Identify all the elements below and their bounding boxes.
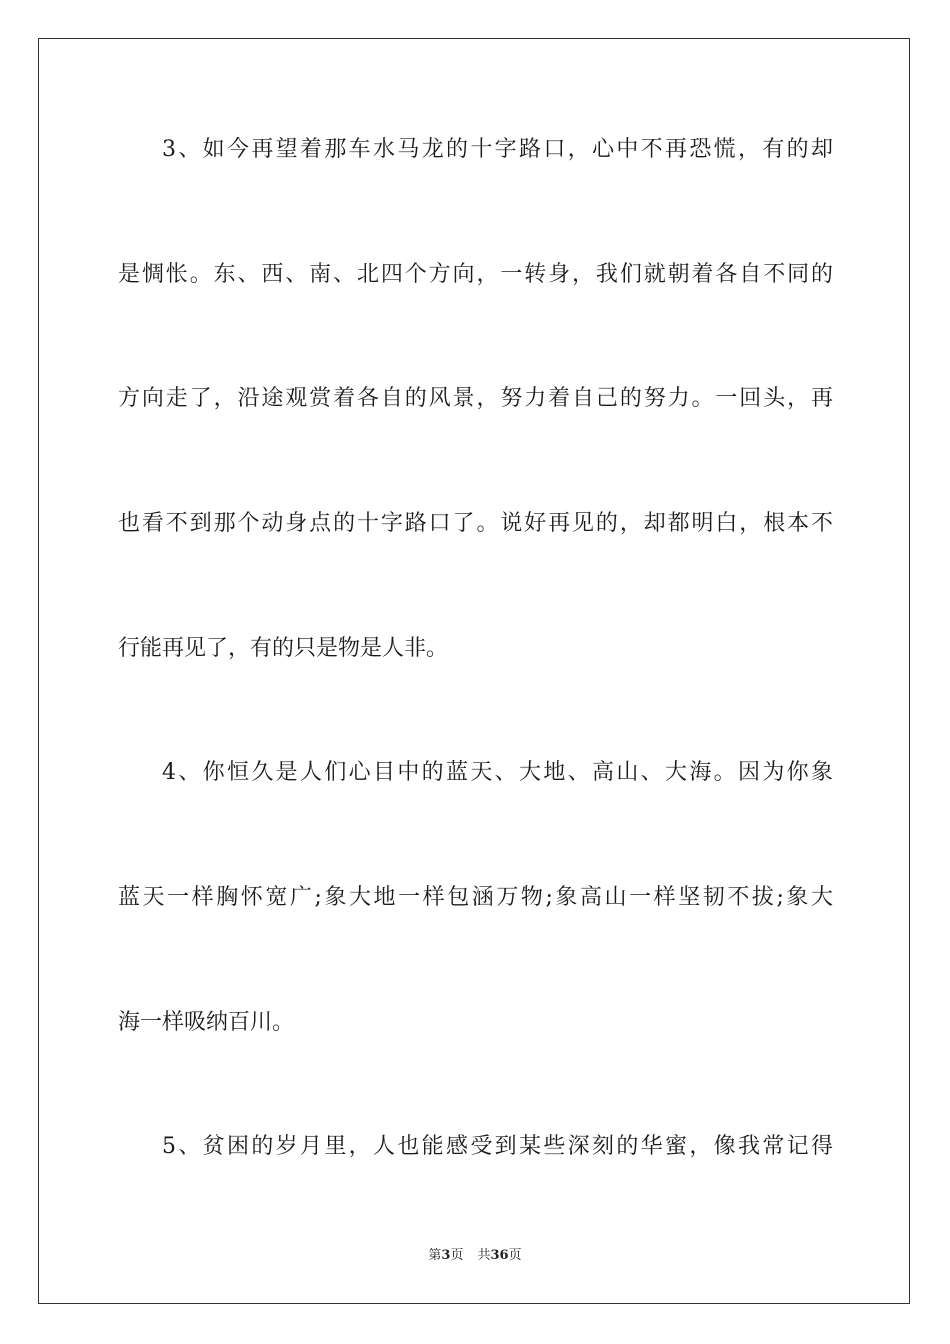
total-suffix: 页 [508,1248,522,1263]
paragraph-3-line-2: 是惆怅。东、西、南、北四个方向，一转身，我们就朝着各自不同的 [118,262,833,287]
page-footer [0,1248,950,1264]
paragraph-4-line-2: 蓝天一样胸怀宽广;象大地一样包涵万物;象高山一样坚韧不拔;象大 [118,885,833,910]
page-prefix: 第 [428,1248,442,1263]
page-number: 3 [441,1248,451,1263]
page-border [38,38,910,1304]
paragraph-3-line-3: 方向走了，沿途观赏着各自的风景，努力着自己的努力。一回头，再 [118,386,833,411]
total-prefix: 共 [477,1248,491,1263]
paragraph-5-line-1: 5、贫困的岁月里，人也能感受到某些深刻的华蜜，像我常记得 [162,1134,833,1159]
paragraph-3-line-4: 也看不到那个动身点的十字路口了。说好再见的，却都明白，根本不 [118,511,833,536]
page-suffix: 页 [450,1248,464,1263]
paragraph-4-line-1: 4、你恒久是人们心目中的蓝天、大地、高山、大海。因为你象 [162,760,833,785]
paragraph-3-line-5: 行能再见了，有的只是物是人非。 [118,636,449,661]
total-pages: 36 [490,1248,509,1263]
paragraph-3-line-1: 3、如今再望着那车水马龙的十字路口，心中不再恐慌，有的却 [162,137,833,162]
paragraph-4-line-3: 海一样吸纳百川。 [118,1010,295,1035]
